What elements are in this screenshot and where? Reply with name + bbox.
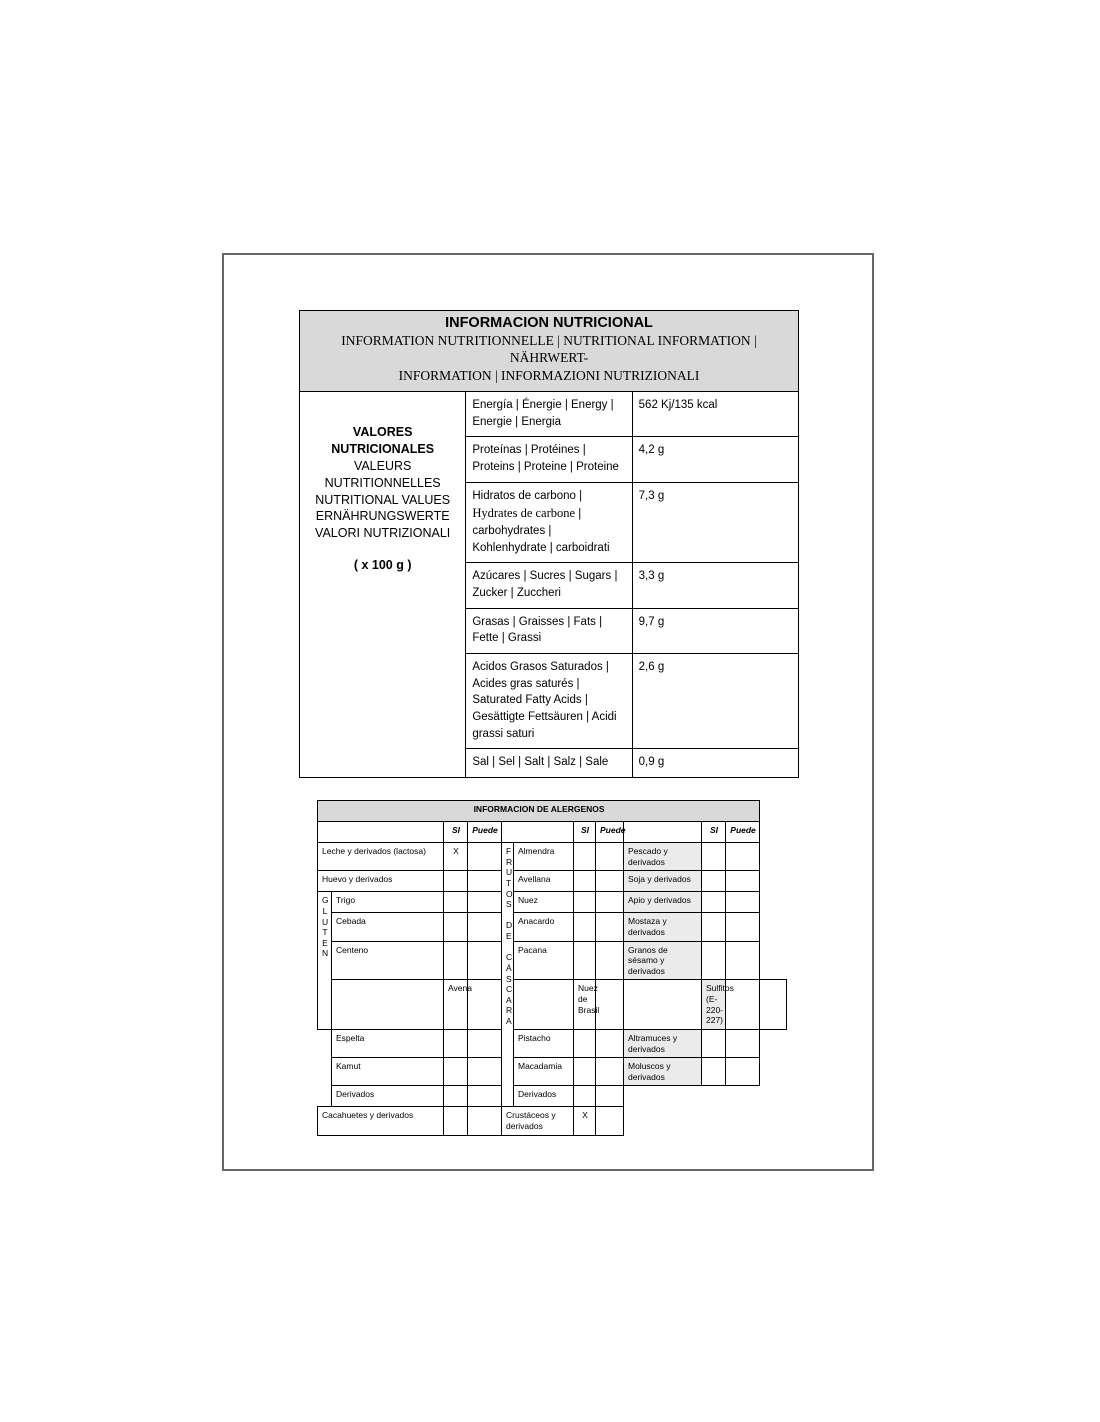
nutrient-value-energy: 562 Kj/135 kcal [632, 392, 798, 437]
allergen-name-macadamia: Macadamia [514, 1058, 574, 1086]
allergen-name-avena: Avena [444, 980, 468, 1030]
col-header-puede-3: Puede [726, 822, 760, 843]
allergen-si-derivados-gluten[interactable] [444, 1086, 468, 1107]
nutrient-value-sugars: 3,3 g [632, 563, 798, 608]
col-header-blank-1 [318, 822, 444, 843]
col-header-puede-2: Puede [596, 822, 624, 843]
values-label-en: NUTRITIONAL VALUES [315, 492, 451, 507]
allergen-row [318, 892, 787, 913]
allergen-blank-puede-r10 [726, 1107, 760, 1135]
col-header-blank-2 [502, 822, 574, 843]
allergen-si-altramuces[interactable] [702, 1029, 726, 1057]
allergen-si-macadamia[interactable] [574, 1058, 596, 1086]
allergen-name-espelta: Espelta [332, 1029, 444, 1057]
sheet-content [299, 310, 799, 1136]
nutrition-header-cell [300, 311, 799, 392]
carb-label-part2: | carbohydrates | Kohlenhydrate | carboidrati [472, 508, 610, 554]
allergen-puede-pistacho[interactable] [596, 1029, 624, 1057]
allergen-puede-cacahuetes[interactable] [468, 1107, 502, 1135]
allergen-si-pescado[interactable] [702, 843, 726, 871]
nutrition-subtitle-line2: INFORMATION | INFORMAZIONI NUTRIZIONALI [398, 368, 700, 384]
allergen-si-espelta[interactable] [444, 1029, 468, 1057]
nutrient-value-carbohydrates: 7,3 g [632, 482, 798, 563]
allergen-row [318, 980, 787, 1030]
allergen-name-leche: Leche y derivados (lactosa) [318, 843, 444, 871]
allergen-blank-c3-r10 [624, 1107, 702, 1135]
gluten-spacer-4 [318, 1086, 332, 1107]
allergen-puede-leche[interactable] [468, 843, 502, 871]
allergen-blank-si-r10 [702, 1107, 726, 1135]
carb-label-part1: Hidratos de carbono | [472, 489, 583, 502]
allergen-si-leche[interactable]: X [444, 843, 468, 871]
values-label-de: ERNÄHRUNGSWERTE [315, 509, 450, 524]
col-header-blank-3 [624, 822, 702, 843]
nutrient-value-saturated-fats: 2,6 g [632, 654, 798, 749]
allergen-name-anacardo: Anacardo [514, 913, 574, 941]
nutrient-label-fats: Grasas | Graisses | Fats | Fette | Grassi [466, 608, 632, 653]
allergen-si-pistacho[interactable] [574, 1029, 596, 1057]
nutrition-title: INFORMACION NUTRICIONAL [445, 315, 653, 331]
allergen-si-nuez-brasil[interactable] [596, 980, 624, 1030]
allergen-name-nuez-brasil: Nuez de Brasil [574, 980, 596, 1030]
allergen-si-anacardo[interactable] [574, 913, 596, 941]
allergen-name-centeno: Centeno [332, 941, 444, 980]
allergen-blank-puede-r9 [726, 1086, 760, 1107]
allergen-name-derivados-frutos: Derivados [514, 1086, 574, 1107]
allergen-puede-pacana[interactable] [596, 941, 624, 980]
allergen-si-kamut[interactable] [444, 1058, 468, 1086]
allergen-puede-mostaza[interactable] [726, 913, 760, 941]
document-page [222, 253, 874, 1171]
allergen-si-derivados-frutos[interactable] [574, 1086, 596, 1107]
allergen-puede-crustaceos[interactable] [596, 1107, 624, 1135]
col-header-si-1: SI [444, 822, 468, 843]
allergen-puede-moluscos[interactable] [726, 1058, 760, 1086]
gluten-spacer-1 [332, 980, 444, 1030]
allergen-name-nuez: Nuez [514, 892, 574, 913]
nutrient-label-salt: Sal | Sel | Salt | Salz | Sale [466, 749, 632, 778]
allergen-name-altramuces: Altramuces y derivados [624, 1029, 702, 1057]
allergen-si-huevo[interactable] [444, 871, 468, 892]
values-label-fr: VALEURS NUTRITIONNELLES [324, 458, 441, 490]
allergen-row [318, 1086, 787, 1107]
nutritional-values-label-cell [300, 392, 466, 778]
allergen-name-mostaza: Mostaza y derivados [624, 913, 702, 941]
allergen-si-sesamo[interactable] [702, 941, 726, 980]
nutrient-label-saturated-fats: Acidos Grasos Saturados | Acides gras saturés | Saturated Fatty Acids | Gesättigte Fettsäuren | Acidi grassi saturi [466, 654, 632, 749]
allergen-puede-espelta[interactable] [468, 1029, 502, 1057]
allergen-puede-altramuces[interactable] [726, 1029, 760, 1057]
allergen-name-cacahuetes: Cacahuetes y derivados [318, 1107, 444, 1135]
col-header-si-2: SI [574, 822, 596, 843]
allergen-si-nuez[interactable] [574, 892, 596, 913]
allergen-si-mostaza[interactable] [702, 913, 726, 941]
values-label-es: VALORES NUTRICIONALES [331, 425, 435, 456]
nutrition-subtitle-line1: INFORMATION NUTRITIONNELLE | NUTRITIONAL INFORMATION | NÄHRWERT- [341, 333, 757, 366]
allergen-row [318, 1029, 787, 1057]
nutrition-table [299, 310, 799, 778]
allergen-puede-avena[interactable] [514, 980, 574, 1030]
col-header-si-3: SI [702, 822, 726, 843]
gluten-spacer-3 [318, 1058, 332, 1086]
allergen-puede-apio[interactable] [726, 892, 760, 913]
allergen-row [318, 1107, 787, 1135]
allergen-puede-trigo[interactable] [468, 892, 502, 913]
allergen-blank-c3-r9 [624, 1086, 702, 1107]
group-label-gluten: G L U T E N [318, 892, 332, 1030]
allergen-row [318, 1058, 787, 1086]
allergen-puede-almendra[interactable] [596, 843, 624, 871]
nutrient-value-salt: 0,9 g [632, 749, 798, 778]
nutrition-row-energy [300, 392, 799, 437]
allergen-name-huevo: Huevo y derivados [318, 871, 444, 892]
allergen-puede-sesamo[interactable] [726, 941, 760, 980]
allergen-name-trigo: Trigo [332, 892, 444, 913]
allergen-si-soja[interactable] [702, 871, 726, 892]
allergen-si-trigo[interactable] [444, 892, 468, 913]
nutrient-value-proteins: 4,2 g [632, 437, 798, 482]
allergen-puede-nuez[interactable] [596, 892, 624, 913]
nutrient-label-sugars: Azúcares | Sucres | Sugars | Zucker | Zuccheri [466, 563, 632, 608]
allergen-name-kamut: Kamut [332, 1058, 444, 1086]
allergen-si-cacahuetes[interactable] [444, 1107, 468, 1135]
carb-label-french: Hydrates de carbone [472, 506, 576, 521]
allergen-puede-huevo[interactable] [468, 871, 502, 892]
allergen-row [318, 941, 787, 980]
allergen-blank-si-r9 [702, 1086, 726, 1107]
allergen-header-row [318, 801, 787, 822]
group-label-frutos-de-cascara: F R U T O S D E C Á S C A R A [502, 843, 514, 1107]
allergen-puede-derivados-gluten[interactable] [468, 1086, 502, 1107]
values-per-serving: ( x 100 g ) [353, 558, 412, 573]
allergen-si-cebada[interactable] [444, 913, 468, 941]
allergen-name-avellana: Avellana [514, 871, 574, 892]
allergen-section [317, 800, 787, 1136]
allergen-name-cebada: Cebada [332, 913, 444, 941]
allergen-si-centeno[interactable] [444, 941, 468, 980]
allergen-row [318, 843, 787, 871]
allergen-title: INFORMACION DE ALERGENOS [318, 801, 760, 822]
allergen-name-pacana: Pacana [514, 941, 574, 980]
nutrition-header-row [300, 311, 799, 392]
allergen-name-crustaceos: Crustáceos y derivados [502, 1107, 574, 1135]
allergen-puede-avellana[interactable] [596, 871, 624, 892]
allergen-si-almendra[interactable] [574, 843, 596, 871]
nutrient-label-proteins: Proteínas | Protéines | Proteins | Proteine | Proteine [466, 437, 632, 482]
allergen-name-apio: Apio y derivados [624, 892, 702, 913]
allergen-si-avellana[interactable] [574, 871, 596, 892]
allergen-puede-soja[interactable] [726, 871, 760, 892]
allergen-si-apio[interactable] [702, 892, 726, 913]
allergen-name-pistacho: Pistacho [514, 1029, 574, 1057]
allergen-si-pacana[interactable] [574, 941, 596, 980]
allergen-name-almendra: Almendra [514, 843, 574, 871]
nutrient-value-fats: 9,7 g [632, 608, 798, 653]
allergen-name-sulfitos: Sulfitos (E-220-227) [702, 980, 726, 1030]
allergen-si-avena[interactable] [468, 980, 502, 1030]
allergen-puede-centeno[interactable] [468, 941, 502, 980]
nutrient-label-carbohydrates [466, 482, 632, 563]
nutrient-label-energy: Energía | Énergie | Energy | Energie | Energia [466, 392, 632, 437]
allergen-si-moluscos[interactable] [702, 1058, 726, 1086]
allergen-si-crustaceos[interactable]: X [574, 1107, 596, 1135]
allergen-name-pescado: Pescado y derivados [624, 843, 702, 871]
allergen-puede-macadamia[interactable] [596, 1058, 624, 1086]
allergen-puede-sulfitos[interactable] [760, 980, 787, 1030]
allergen-puede-kamut[interactable] [468, 1058, 502, 1086]
col-header-puede-1: Puede [468, 822, 502, 843]
allergen-puede-cebada[interactable] [468, 913, 502, 941]
gluten-spacer-2 [318, 1029, 332, 1057]
allergen-puede-derivados-frutos[interactable] [596, 1086, 624, 1107]
allergen-row [318, 913, 787, 941]
allergen-puede-pescado[interactable] [726, 843, 760, 871]
values-label-it: VALORI NUTRIZIONALI [315, 526, 451, 541]
allergen-name-moluscos: Moluscos y derivados [624, 1058, 702, 1086]
allergen-column-header-row [318, 822, 787, 843]
allergen-name-derivados-gluten: Derivados [332, 1086, 444, 1107]
allergen-table [317, 800, 787, 1136]
allergen-name-sesamo: Granos de sésamo y derivados [624, 941, 702, 980]
allergen-puede-anacardo[interactable] [596, 913, 624, 941]
allergen-row [318, 871, 787, 892]
allergen-name-soja: Soja y derivados [624, 871, 702, 892]
allergen-puede-nuez-brasil[interactable] [624, 980, 702, 1030]
